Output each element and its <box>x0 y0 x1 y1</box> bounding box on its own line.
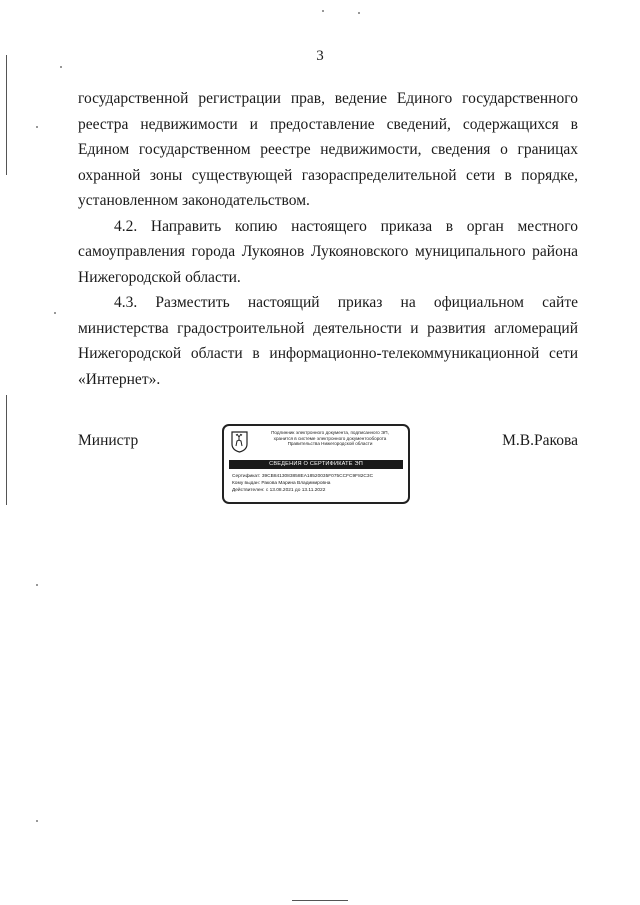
document-body <box>78 86 578 392</box>
paragraph-continuation: государственной регистрации прав, ведение Единого государственного реестра недвижимости и предоставление сведений, содержащихся в Едином государственном реестре недвижимости, сведения о границах охранной зоны существующей газораспределительной сети в порядке, установленном законодательством. <box>78 90 578 209</box>
certificate-validity: Действителен: с 13.08.2021 до 13.11.2022 <box>232 488 326 493</box>
stamp-header-line: Подлинник электронного документа, подписанного ЭП, <box>271 430 389 435</box>
scan-speck <box>36 126 38 128</box>
paragraph-4-2: 4.2. Направить копию настоящего приказа в орган местного самоуправления города Лукоянов Лукояновского муниципального района Нижегородской области. <box>78 217 578 286</box>
stamp-title-bar: СВЕДЕНИЯ О СЕРТИФИКАТЕ ЭП <box>229 460 403 469</box>
scan-margin-line-mid <box>6 395 7 505</box>
signature-block <box>78 424 578 508</box>
scan-speck <box>60 66 62 68</box>
scan-speck <box>36 820 38 822</box>
stamp-details <box>232 473 373 494</box>
scan-bottom-line <box>292 900 348 901</box>
page-number: 3 <box>316 48 324 64</box>
scan-speck <box>36 584 38 586</box>
scan-speck <box>322 10 324 12</box>
scan-speck <box>358 12 360 14</box>
stamp-header-line: Правительства Нижегородской области <box>287 441 373 447</box>
stamp-header <box>254 430 406 447</box>
paragraph-4-3: 4.3. Разместить настоящий приказ на официальном сайте министерства градостроительной деятельности и развития агломераций Нижегородской области в информационно-телекоммуникационной сети «Интернет». <box>78 294 578 388</box>
signatory-position: Министр <box>78 432 139 449</box>
scan-speck <box>54 312 56 314</box>
nizhny-novgorod-deer-emblem-icon <box>231 431 248 453</box>
scan-margin-line-top <box>6 55 7 175</box>
certificate-owner: Кому выдан: Ракова Марина Владимировна <box>232 481 331 486</box>
signatory-name: М.В.Ракова <box>502 432 578 449</box>
stamp-header-line: хранится в системе электронного документооборота <box>273 435 387 441</box>
electronic-signature-stamp <box>222 424 410 504</box>
certificate-number: Сертификат: 39CB8413083858EA18520035F075CCFC9F82C3C <box>232 474 374 479</box>
